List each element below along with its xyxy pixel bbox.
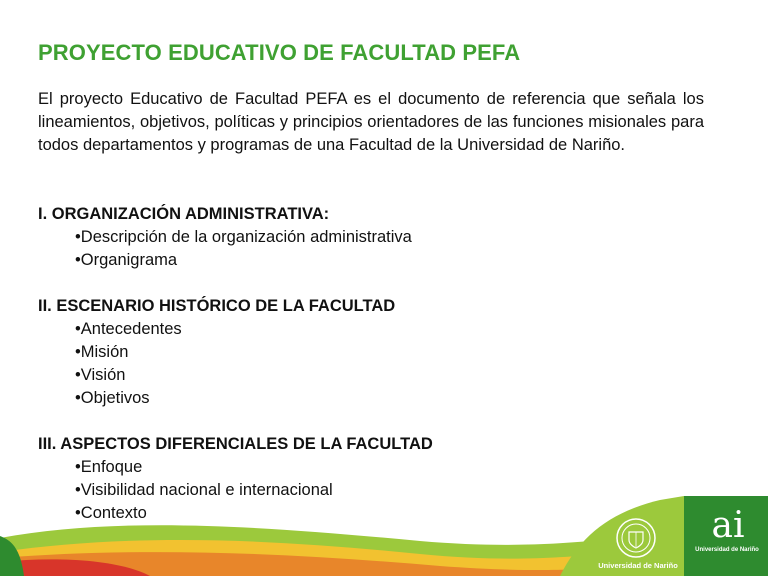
section-heading: II. ESCENARIO HISTÓRICO DE LA FACULTAD [38, 297, 396, 315]
intro-paragraph: El proyecto Educativo de Facultad PEFA es el documento de referencia que señala los lineamientos, objetivos, políticas y principios orientadores de las funciones misionales para todos departamentos y programas de una Facultad de la Universidad de Nariño. [38, 90, 704, 154]
seal-caption: Universidad de Nariño [598, 561, 678, 570]
section-list [38, 226, 728, 272]
list-item: •Objetivos [75, 389, 150, 407]
section-heading: III. ASPECTOS DIFERENCIALES DE LA FACULTAD [38, 435, 433, 453]
section-escenario [38, 295, 728, 410]
slide-title: PROYECTO EDUCATIVO DE FACULTAD PEFA [38, 40, 521, 65]
ai-logo-caption: Universidad de Nariño [695, 547, 759, 553]
list-item: •Organigrama [75, 251, 178, 269]
university-seal-icon [616, 518, 656, 558]
list-item: •Misión [75, 343, 129, 361]
list-item: •Visión [75, 366, 126, 384]
section-heading: I. ORGANIZACIÓN ADMINISTRATIVA: [38, 205, 330, 223]
ai-logo: ai [711, 505, 745, 546]
list-item: •Contexto [75, 504, 147, 522]
list-item: •Visibilidad nacional e internacional [75, 481, 333, 499]
section-organizacion [38, 203, 728, 272]
list-item: •Antecedentes [75, 320, 182, 338]
section-list [38, 318, 728, 410]
list-item: •Enfoque [75, 458, 143, 476]
list-item: •Descripción de la organización administrativa [75, 228, 412, 246]
